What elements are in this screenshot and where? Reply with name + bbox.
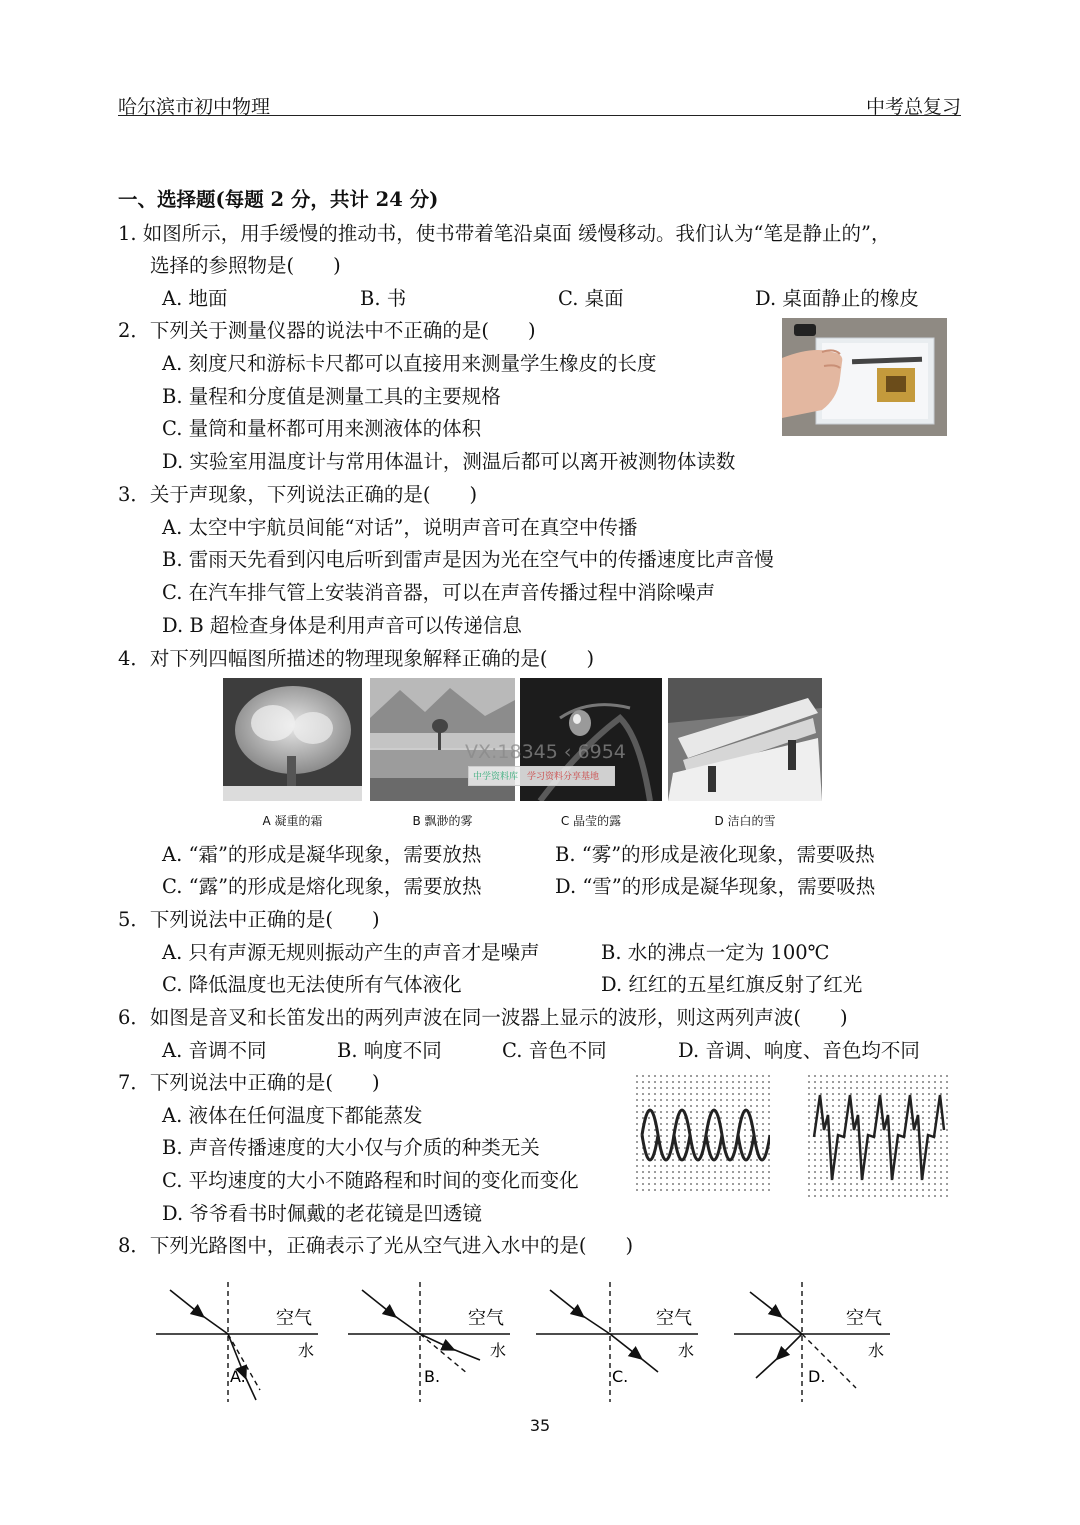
- q3-option-d: D. B 超检查身体是利用声音可以传递信息: [162, 614, 522, 637]
- watermark-small-1: 中学资料库: [473, 772, 519, 782]
- q5-option-c: C. 降低温度也无法使所有气体液化: [162, 973, 462, 996]
- q1-option-a: A. 地面: [162, 287, 228, 310]
- watermark-badge: [468, 766, 615, 786]
- q2-option-a: A. 刻度尺和游标卡尺都可以直接用来测量学生橡皮的长度: [162, 352, 657, 375]
- q3-option-b: B. 雷雨天先看到闪电后听到雷声是因为光在空气中的传播速度比声音慢: [162, 548, 774, 571]
- q8-d-water-label: 水: [868, 1341, 885, 1360]
- q4-caption-a: A 凝重的霜: [262, 814, 323, 828]
- q8-diagram-c: [536, 1282, 698, 1402]
- q8-light-path-diagrams: [150, 1270, 950, 1410]
- watermark-main: VX:18345 ‹ 6954: [465, 741, 626, 763]
- q1-option-c: C. 桌面: [558, 287, 624, 310]
- q1-option-b: B. 书: [360, 287, 407, 310]
- q8-b-air-label: 空气: [468, 1308, 504, 1329]
- q7-stem: 7．下列说法中正确的是( ): [118, 1071, 380, 1094]
- waveform-tuning-fork: [636, 1075, 770, 1195]
- q1-stem-line1: 1. 如图所示，用手缓慢的推动书，使书带着笔沿桌面 缓慢移动。我们认为“笔是静止的”，: [118, 222, 891, 245]
- q8-a-option-label: A.: [230, 1367, 246, 1386]
- q8-c-option-label: C.: [612, 1367, 629, 1386]
- q4-caption-c: C 晶莹的露: [560, 814, 622, 828]
- q5-stem: 5．下列说法中正确的是( ): [118, 908, 380, 931]
- q8-a-water-label: 水: [298, 1341, 315, 1360]
- section-title: 一、选择题(每题 2 分，共计 24 分): [118, 188, 439, 211]
- q6-option-b: B. 响度不同: [337, 1039, 442, 1062]
- q5-option-a: A. 只有声源无规则振动产生的声音才是噪声: [162, 941, 540, 964]
- q3-option-c: C. 在汽车排气管上安装消音器，可以在声音传播过程中消除噪声: [162, 581, 716, 604]
- q8-c-water-label: 水: [678, 1341, 695, 1360]
- q6-option-a: A. 音调不同: [162, 1039, 267, 1062]
- q6-option-c: C. 音色不同: [502, 1039, 607, 1062]
- q8-d-air-label: 空气: [846, 1308, 882, 1329]
- q4-option-a: A. “霜”的形成是凝华现象，需要放热: [162, 843, 482, 866]
- q7-option-a: A. 液体在任何温度下都能蒸发: [162, 1104, 423, 1127]
- q4-photo-frost: [223, 678, 362, 801]
- q3-stem: 3．关于声现象，下列说法正确的是( ): [118, 483, 478, 506]
- header-right: 中考总复习: [865, 96, 961, 118]
- q4-caption-b: B 飘渺的雾: [412, 814, 473, 828]
- q8-b-water-label: 水: [490, 1341, 507, 1360]
- q8-c-air-label: 空气: [656, 1308, 692, 1329]
- q8-diagram-a: [156, 1282, 318, 1402]
- q1-option-d: D. 桌面静止的橡皮: [755, 287, 919, 310]
- q2-option-b: B. 量程和分度值是测量工具的主要规格: [162, 385, 501, 408]
- q6-option-d: D. 音调、响度、音色均不同: [678, 1039, 920, 1062]
- header-rule: [118, 115, 961, 116]
- q8-stem: 8．下列光路图中，正确表示了光从空气进入水中的是( ): [118, 1234, 634, 1257]
- q1-stem-line2: 选择的参照物是( ): [150, 254, 341, 277]
- q4-option-d: D. “雪”的形成是凝华现象，需要吸热: [555, 875, 876, 898]
- q1-book-photo: [782, 318, 947, 436]
- q6-stem: 6．如图是音叉和长笛发出的两列声波在同一波器上显示的波形，则这两列声波( ): [118, 1006, 848, 1029]
- q4-stem: 4．对下列四幅图所描述的物理现象解释正确的是( ): [118, 647, 595, 670]
- q8-diagram-d: [734, 1282, 890, 1402]
- q8-a-air-label: 空气: [276, 1308, 312, 1329]
- q7-option-c: C. 平均速度的大小不随路程和时间的变化而变化: [162, 1169, 579, 1192]
- q8-diagram-b: [348, 1282, 510, 1402]
- q7-option-d: D. 爷爷看书时佩戴的老花镜是凹透镜: [162, 1202, 482, 1225]
- q4-option-b: B. “雾”的形成是液化现象，需要吸热: [555, 843, 875, 866]
- page-number: 35: [529, 1416, 551, 1435]
- q4-option-c: C. “露”的形成是熔化现象，需要放热: [162, 875, 482, 898]
- q5-option-b: B. 水的沸点一定为 100℃: [601, 941, 830, 964]
- waveform-flute: [808, 1075, 948, 1199]
- q4-photo-snow: [668, 678, 822, 801]
- header-left: 哈尔滨市初中物理: [118, 96, 271, 118]
- watermark-small-2: 学习资料分享基地: [527, 772, 600, 782]
- q3-option-a: A. 太空中宇航员间能“对话”，说明声音可在真空中传播: [162, 516, 638, 539]
- q8-d-option-label: D.: [808, 1367, 826, 1386]
- q2-stem: 2．下列关于测量仪器的说法中不正确的是( ): [118, 319, 536, 342]
- q8-b-option-label: B.: [424, 1367, 441, 1386]
- q2-option-c: C. 量筒和量杯都可用来测液体的体积: [162, 417, 482, 440]
- q4-caption-d: D 洁白的雪: [714, 814, 776, 828]
- q5-option-d: D. 红红的五星红旗反射了红光: [601, 973, 863, 996]
- q7-option-b: B. 声音传播速度的大小仅与介质的种类无关: [162, 1136, 540, 1159]
- q2-option-d: D. 实验室用温度计与常用体温计，测温后都可以离开被测物体读数: [162, 450, 736, 473]
